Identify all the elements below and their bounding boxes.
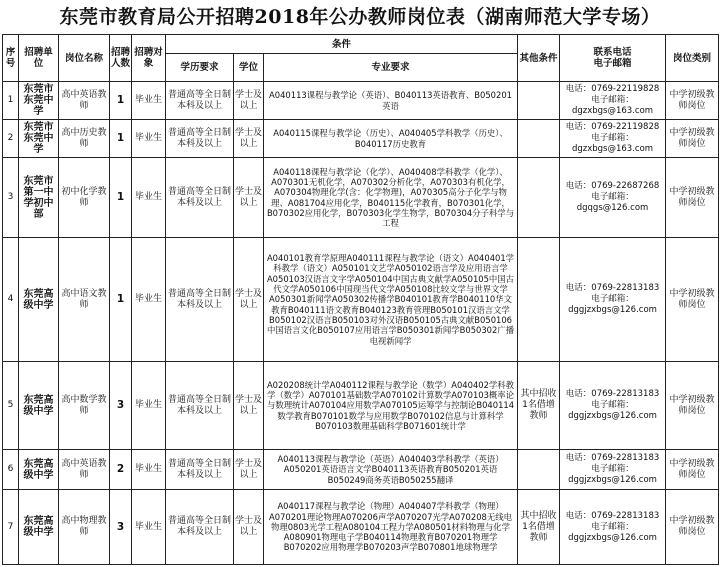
header-major: 专业要求 [264, 54, 518, 82]
row-seq: 1 [3, 82, 19, 120]
row-degree: 学士及以上 [234, 238, 264, 362]
row-major: A040115课程与教学论（历史）、A040405学科教学（历史）、B040117历史教育 [264, 120, 518, 158]
header-other: 其他条件 [518, 35, 560, 82]
row-education: 普通高等全日制本科及以上 [166, 120, 234, 158]
row-post: 高中英语教师 [59, 82, 110, 120]
row-post: 高中数学教师 [59, 362, 110, 450]
row-other [518, 120, 560, 158]
row-count: 2 [110, 450, 132, 490]
row-seq: 3 [3, 158, 19, 238]
table-row [3, 120, 719, 158]
header-contact: 联系电话 电子邮箱 [560, 35, 666, 82]
row-category: 中学初级教师岗位 [666, 450, 719, 490]
header-unit: 招聘单位 [19, 35, 59, 82]
row-category: 中学初级教师岗位 [666, 238, 719, 362]
row-unit: 东莞市东莞中学 [19, 82, 59, 120]
row-seq: 4 [3, 238, 19, 362]
table-row [3, 450, 719, 490]
row-count: 1 [110, 238, 132, 362]
row-target: 毕业生 [132, 450, 166, 490]
row-category: 中学初级教师岗位 [666, 362, 719, 450]
row-education: 普通高等全日制本科及以上 [166, 450, 234, 490]
row-post: 初中化学教师 [59, 158, 110, 238]
row-other [518, 450, 560, 490]
row-education: 普通高等全日制本科及以上 [166, 82, 234, 120]
row-unit: 东莞高级中学 [19, 450, 59, 490]
row-unit: 东莞市东莞中学 [19, 120, 59, 158]
table-body [3, 82, 719, 565]
row-education: 普通高等全日制本科及以上 [166, 362, 234, 450]
row-target: 毕业生 [132, 362, 166, 450]
row-education: 普通高等全日制本科及以上 [166, 238, 234, 362]
row-post: 高中物理教师 [59, 490, 110, 565]
header-degree: 学位 [234, 54, 264, 82]
table-row [3, 362, 719, 450]
row-major: A040113课程与教学论（英语）、B040113英语教育、B050201英语 [264, 82, 518, 120]
row-major: A020208统计学A040112课程与教学论（数学）A040402学科教学（数学）A070101基础数学A070102计算数学A070103概率论与数理统计A070104应用数学A070105运筹学与控制论B040114数学教育B070101数学与应用数学B070102信息与计算科学B070103数理基础科学B071601统计学 [264, 362, 518, 450]
table-row [3, 238, 719, 362]
row-major: A040118课程与教学论（化学）、A040408学科教学（化学）、A070301无机化学，A070302分析化学，A070303有机化学，A070304物理化学(含：化学物理)，A070305高分子化学与物理、A081704应用化学，B040115化学教育，B070301化学，B070302应用化学，B070303化学生物学，B070304分子科学与工程 [264, 158, 518, 238]
row-major: A040113课程与教学论（英语）A040403学科教学（英语）A050201英语语言文学B040113英语教育B050201英语B050249商务英语B050255翻译 [264, 450, 518, 490]
row-count: 3 [110, 490, 132, 565]
row-contact: 电话：0769-22813183 电子邮箱： dggjzxbgs@126.com [560, 238, 666, 362]
row-category: 中学初级教师岗位 [666, 490, 719, 565]
table-row [3, 490, 719, 565]
table-row [3, 158, 719, 238]
row-education: 普通高等全日制本科及以上 [166, 490, 234, 565]
header-target: 招聘对象 [132, 35, 166, 82]
header-seq: 序号 [3, 35, 19, 82]
row-target: 毕业生 [132, 82, 166, 120]
row-other [518, 82, 560, 120]
row-degree: 学士及以上 [234, 450, 264, 490]
row-post: 高中语文教师 [59, 238, 110, 362]
row-contact: 电话：0769-22119828 电子邮箱： dgzxbgs@163.com [560, 120, 666, 158]
row-education: 普通高等全日制本科及以上 [166, 158, 234, 238]
row-category: 中学初级教师岗位 [666, 158, 719, 238]
positions-table [2, 34, 719, 565]
row-degree: 学士及以上 [234, 158, 264, 238]
row-count: 1 [110, 82, 132, 120]
row-category: 中学初级教师岗位 [666, 120, 719, 158]
document-title: 东莞市教育局公开招聘2018年公办教师岗位表（湖南师范大学专场） [59, 6, 661, 28]
row-major: A040117课程与教学论（物理）A040407学科教学（物理）A070201理论物理A070206声学A070207光学A070208无线电物理0803光学工程A080104工程力学A080501材料物理与化学A080901物理电子学B040114物理教育B070201物理学B070202应用物理学B070203声学B070801地球物理学 [264, 490, 518, 565]
row-contact: 电话：0769-22687268 电子邮箱： dgqgs@126.com [560, 158, 666, 238]
row-count: 1 [110, 120, 132, 158]
row-contact: 电话：0769-22119828 电子邮箱： dgzxbgs@163.com [560, 82, 666, 120]
header-row-1 [3, 35, 719, 54]
row-seq: 5 [3, 362, 19, 450]
row-count: 1 [110, 158, 132, 238]
row-degree: 学士及以上 [234, 490, 264, 565]
row-other [518, 158, 560, 238]
row-degree: 学士及以上 [234, 120, 264, 158]
row-category: 中学初级教师岗位 [666, 82, 719, 120]
row-other [518, 238, 560, 362]
row-target: 毕业生 [132, 120, 166, 158]
header-category: 岗位类别 [666, 35, 719, 82]
row-seq: 2 [3, 120, 19, 158]
row-contact: 电话：0769-22813183 电子邮箱： dggjzxbgs@126.com [560, 362, 666, 450]
row-seq: 7 [3, 490, 19, 565]
row-other: 其中招收1名借增教师 [518, 362, 560, 450]
header-education: 学历要求 [166, 54, 234, 82]
row-seq: 6 [3, 450, 19, 490]
row-target: 毕业生 [132, 158, 166, 238]
row-target: 毕业生 [132, 238, 166, 362]
row-count: 3 [110, 362, 132, 450]
row-major: A040101教育学原理A040111课程与教学论（语文）A040401学科教学（语文）A050101文艺学A050102语言学及应用语言学A050103汉语言文字学A050104中国古典文献学A050105中国古代文学A050106中国现当代文学A050108比较文学与世界文学A050301新闻学A050302传播学B040101教育学B040110华文教育B040111语文教育B040123教育管理B050101汉语言文学B050102汉语言B050103对外汉语B050105古典文献B050106中国语言文化B050107应用语言学B050301新闻学B050302广播电视新闻学 [264, 238, 518, 362]
row-contact: 电话：0769-22813183 电子邮箱： dggjzxbgs@126.com [560, 490, 666, 565]
row-unit: 东莞高级中学 [19, 362, 59, 450]
row-unit: 东莞高级中学 [19, 490, 59, 565]
row-unit: 东莞市第一中学初中部 [19, 158, 59, 238]
row-unit: 东莞高级中学 [19, 238, 59, 362]
header-count: 招聘人数 [110, 35, 132, 82]
row-contact: 电话：0769-22813183 电子邮箱： dggjzxbgs@126.com [560, 450, 666, 490]
row-other: 其中招收1名借增教师 [518, 490, 560, 565]
header-post: 岗位名称 [59, 35, 110, 82]
row-post: 高中历史教师 [59, 120, 110, 158]
table-row [3, 82, 719, 120]
row-degree: 学士及以上 [234, 82, 264, 120]
row-target: 毕业生 [132, 490, 166, 565]
row-degree: 学士及以上 [234, 362, 264, 450]
row-post: 高中英语教师 [59, 450, 110, 490]
header-conditions: 条件 [166, 35, 518, 54]
